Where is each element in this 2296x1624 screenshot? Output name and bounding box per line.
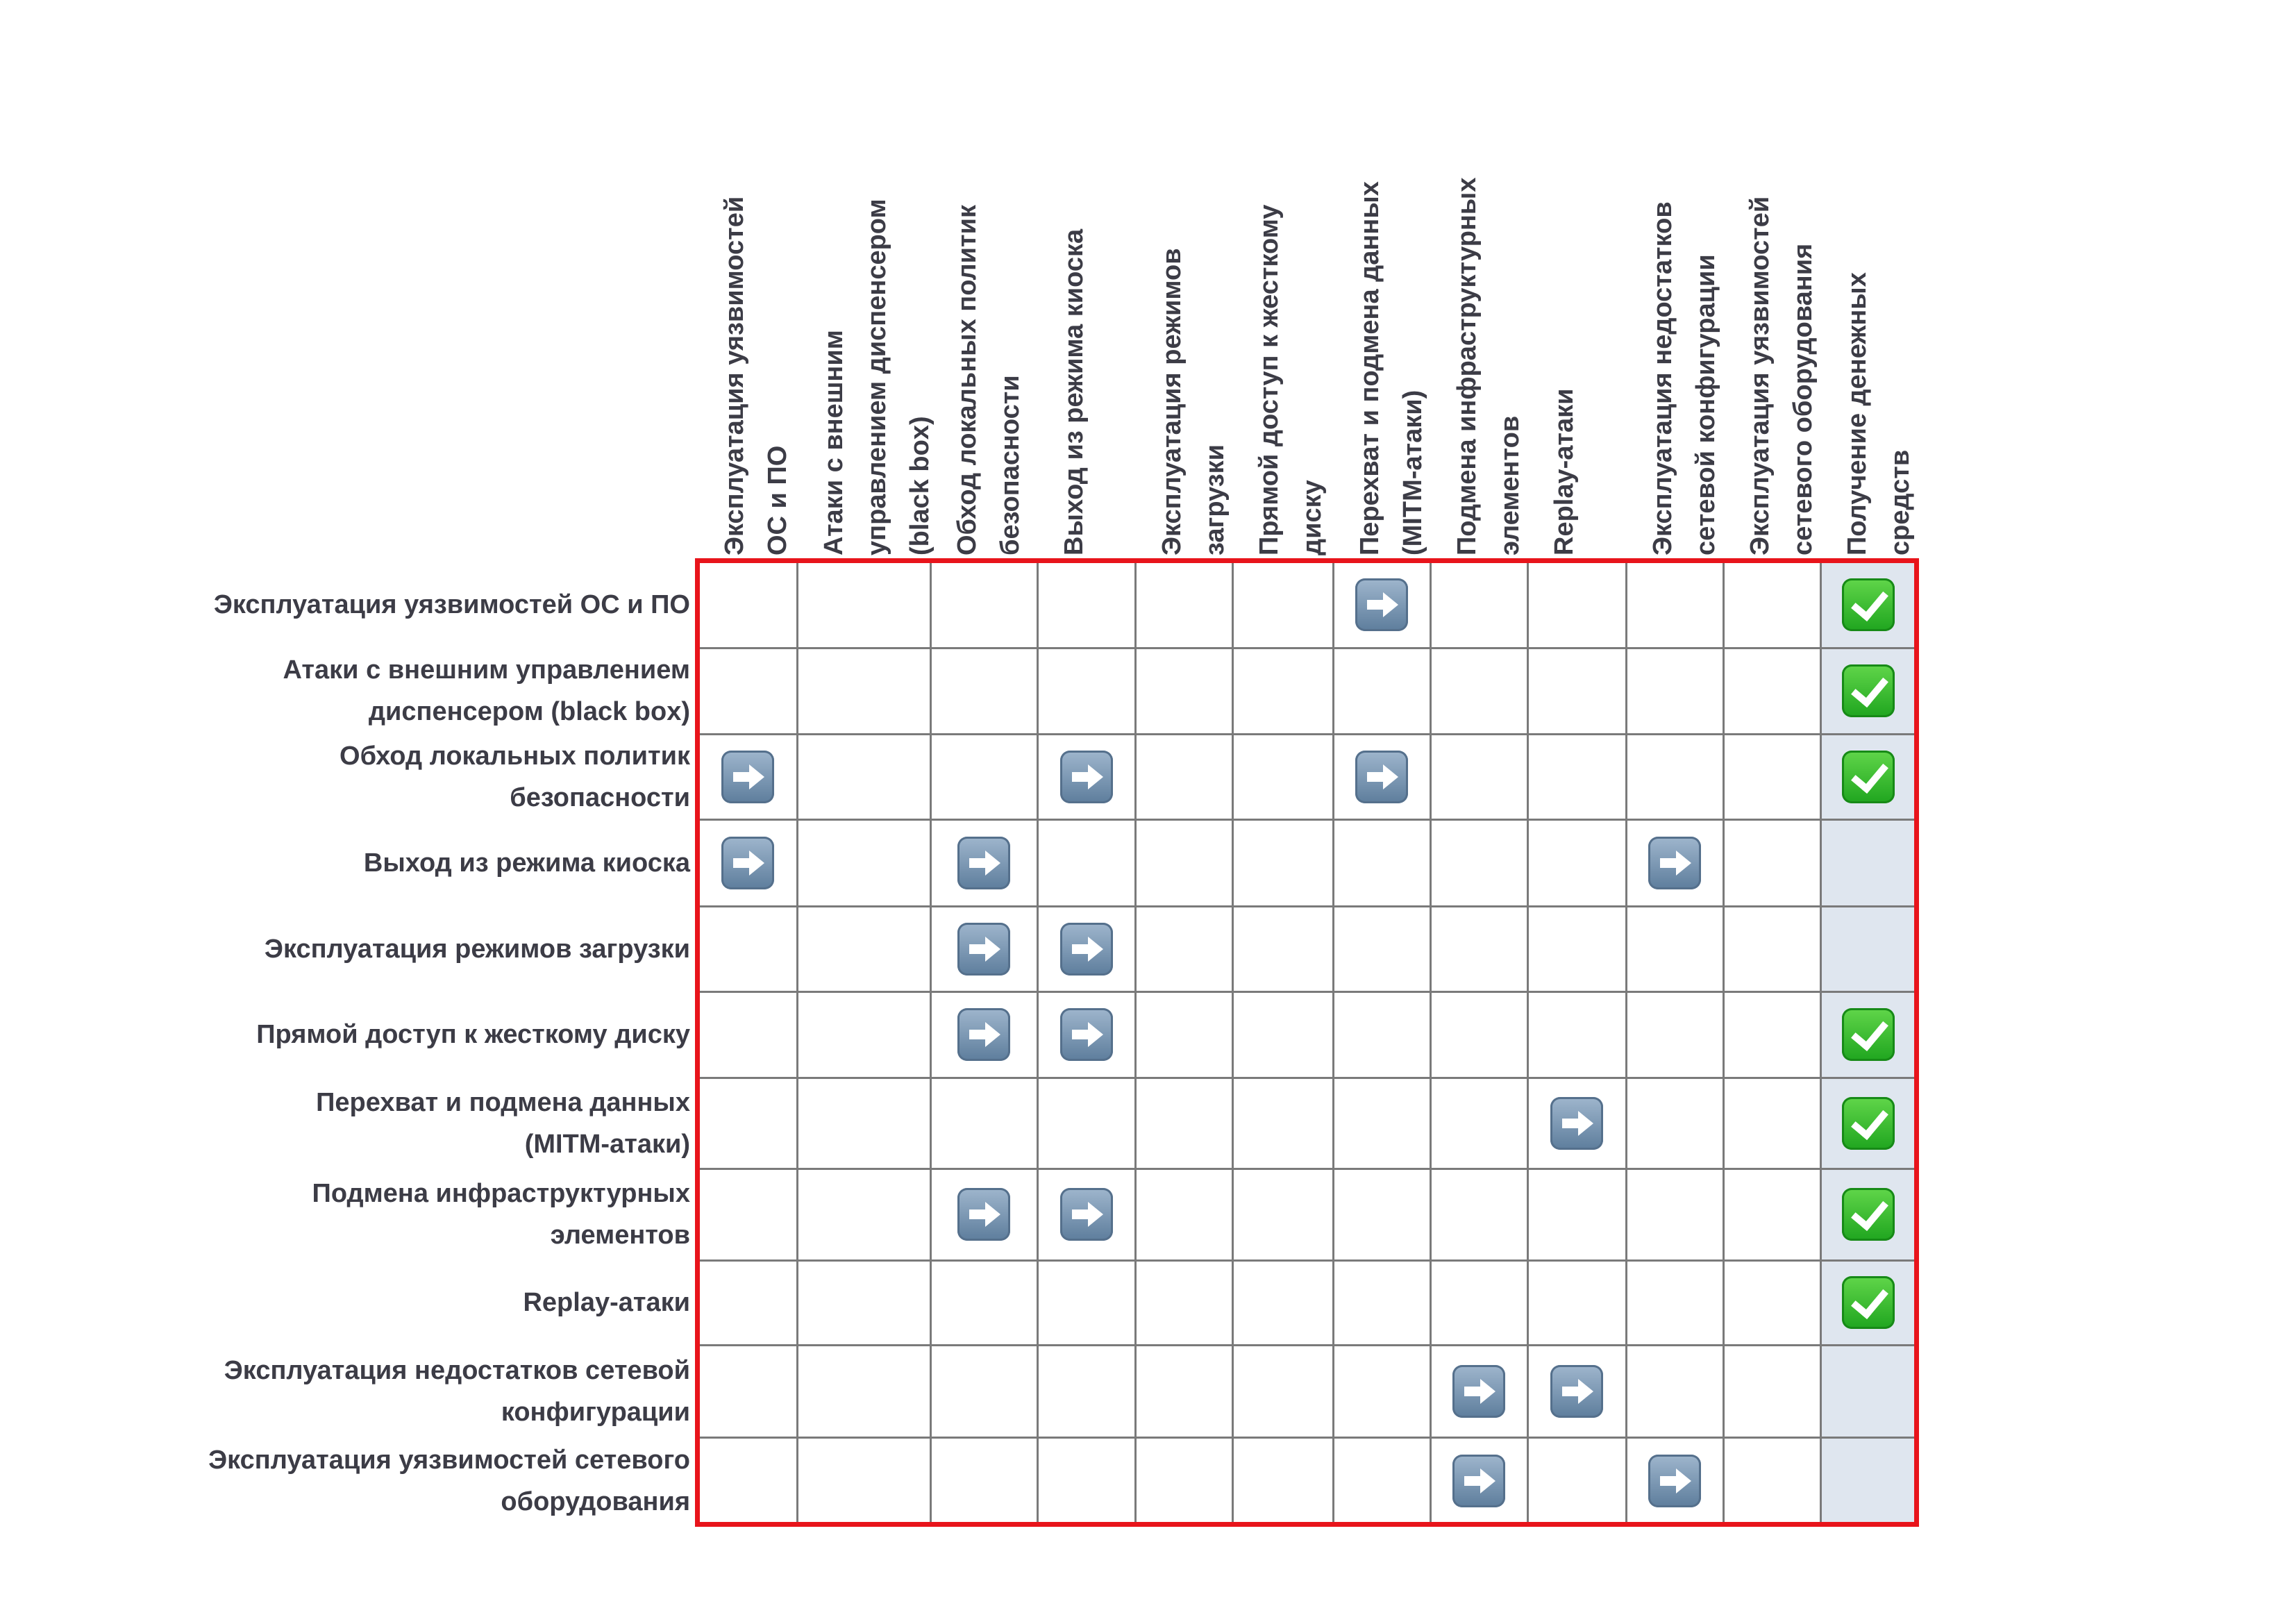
right-arrow-icon <box>1355 578 1408 631</box>
row-label <box>316 1078 690 1169</box>
row-label-line: Прямой доступ к жесткому диску <box>256 1020 690 1049</box>
column-header-text <box>1543 388 1586 555</box>
right-arrow-icon <box>957 837 1010 889</box>
column-header-text <box>946 205 1032 555</box>
row-label-line: (MITM-атаки) <box>524 1129 690 1159</box>
column-header-line: (MITM-атаки) <box>1398 390 1427 555</box>
column-header-text <box>713 196 799 555</box>
column-header-text <box>1248 205 1334 555</box>
right-arrow-icon <box>1060 1188 1113 1241</box>
row-label <box>523 1260 690 1345</box>
column-header-line: элементов <box>1495 415 1525 555</box>
column-header-line: Подмена инфраструктурных <box>1452 177 1482 555</box>
column-header-line: сетевой конфигурации <box>1691 254 1720 555</box>
row-label-line: Эксплуатация недостатков сетевой <box>224 1355 690 1385</box>
right-arrow-icon <box>1060 751 1113 803</box>
row-label-line: элементов <box>550 1221 690 1250</box>
check-mark-icon <box>1842 578 1895 631</box>
row-label-line: диспенсером (black box) <box>368 697 690 726</box>
row-label <box>340 734 690 819</box>
row-label <box>265 906 690 991</box>
right-arrow-icon <box>1355 751 1408 803</box>
column-header-line: Получение денежных <box>1843 272 1872 555</box>
right-arrow-icon <box>1550 1097 1603 1150</box>
right-arrow-icon <box>1060 1008 1113 1061</box>
column-header-line: Обход локальных политик <box>953 205 982 555</box>
right-arrow-icon <box>957 1188 1010 1241</box>
row-label-line: Выход из режима киоска <box>363 848 690 878</box>
row-label <box>214 561 690 648</box>
right-arrow-icon <box>1060 923 1113 976</box>
right-arrow-icon <box>1452 1455 1505 1507</box>
matrix-frame <box>695 558 1919 1527</box>
column-header-text <box>1738 196 1825 555</box>
row-label-line: Атаки с внешним управлением <box>283 655 690 685</box>
column-header-line: управлением диспенсером <box>862 199 891 555</box>
column-header-text <box>1641 201 1727 555</box>
row-label-line: Обход локальных политик <box>340 741 690 771</box>
column-header-line: (black box) <box>905 416 935 555</box>
right-arrow-icon <box>957 923 1010 976</box>
check-mark-icon <box>1842 1276 1895 1329</box>
column-header-text <box>1836 272 1922 555</box>
column-header-text <box>1446 178 1532 556</box>
right-arrow-icon <box>1648 1455 1701 1507</box>
row-label <box>364 819 690 906</box>
column-header-text <box>1150 248 1237 555</box>
row-label <box>224 1345 690 1437</box>
right-arrow-icon <box>1648 837 1701 889</box>
column-header-text <box>1053 229 1096 555</box>
row-label-line: Перехват и подмена данных <box>316 1087 690 1117</box>
row-label-line: безопасности <box>510 782 690 812</box>
row-label <box>312 1169 691 1260</box>
column-header-line: Эксплуатация недостатков <box>1648 201 1677 555</box>
check-mark-icon <box>1842 664 1895 717</box>
right-arrow-icon <box>721 751 774 803</box>
column-header-line: Выход из режима киоска <box>1059 228 1089 555</box>
column-header-line: Прямой доступ к жесткому <box>1255 204 1284 555</box>
row-label-line: конфигурации <box>501 1397 690 1427</box>
row-label-line: Replay-атаки <box>523 1288 690 1317</box>
column-header-text <box>812 199 941 555</box>
column-header-line: Replay-атаки <box>1550 388 1579 555</box>
column-header-line: сетевого оборудования <box>1788 243 1818 555</box>
column-header-text <box>1348 181 1434 555</box>
right-arrow-icon <box>1452 1365 1505 1418</box>
column-header-line: средств <box>1886 449 1915 555</box>
row-label-line: Эксплуатация режимов загрузки <box>264 934 690 964</box>
right-arrow-icon <box>1550 1365 1603 1418</box>
row-label-line: Подмена инфраструктурных <box>312 1179 690 1208</box>
column-header-line: безопасности <box>996 375 1025 555</box>
column-header-line: Эксплуатация уязвимостей <box>1745 196 1775 555</box>
column-header-line: загрузки <box>1200 444 1230 555</box>
row-label-line: Эксплуатация уязвимостей ОС и ПО <box>213 589 690 619</box>
row-label <box>283 648 690 734</box>
column-header-line: ОС и ПО <box>763 445 792 555</box>
row-label-line: Эксплуатация уязвимостей сетевого <box>208 1445 690 1475</box>
right-arrow-icon <box>721 837 774 889</box>
column-header-line: Перехват и подмена данных <box>1355 181 1384 555</box>
column-header-line: Атаки с внешним <box>819 330 848 555</box>
column-header-line: Эксплуатация уязвимостей <box>720 196 749 555</box>
column-header-line: диску <box>1298 480 1327 555</box>
row-label-line: оборудования <box>501 1487 690 1516</box>
row-label <box>256 991 690 1078</box>
check-mark-icon <box>1842 751 1895 803</box>
check-mark-icon <box>1842 1097 1895 1150</box>
column-header-line: Эксплуатация режимов <box>1157 248 1187 555</box>
right-arrow-icon <box>957 1008 1010 1061</box>
check-mark-icon <box>1842 1008 1895 1061</box>
check-mark-icon <box>1842 1188 1895 1241</box>
row-label <box>208 1437 690 1524</box>
